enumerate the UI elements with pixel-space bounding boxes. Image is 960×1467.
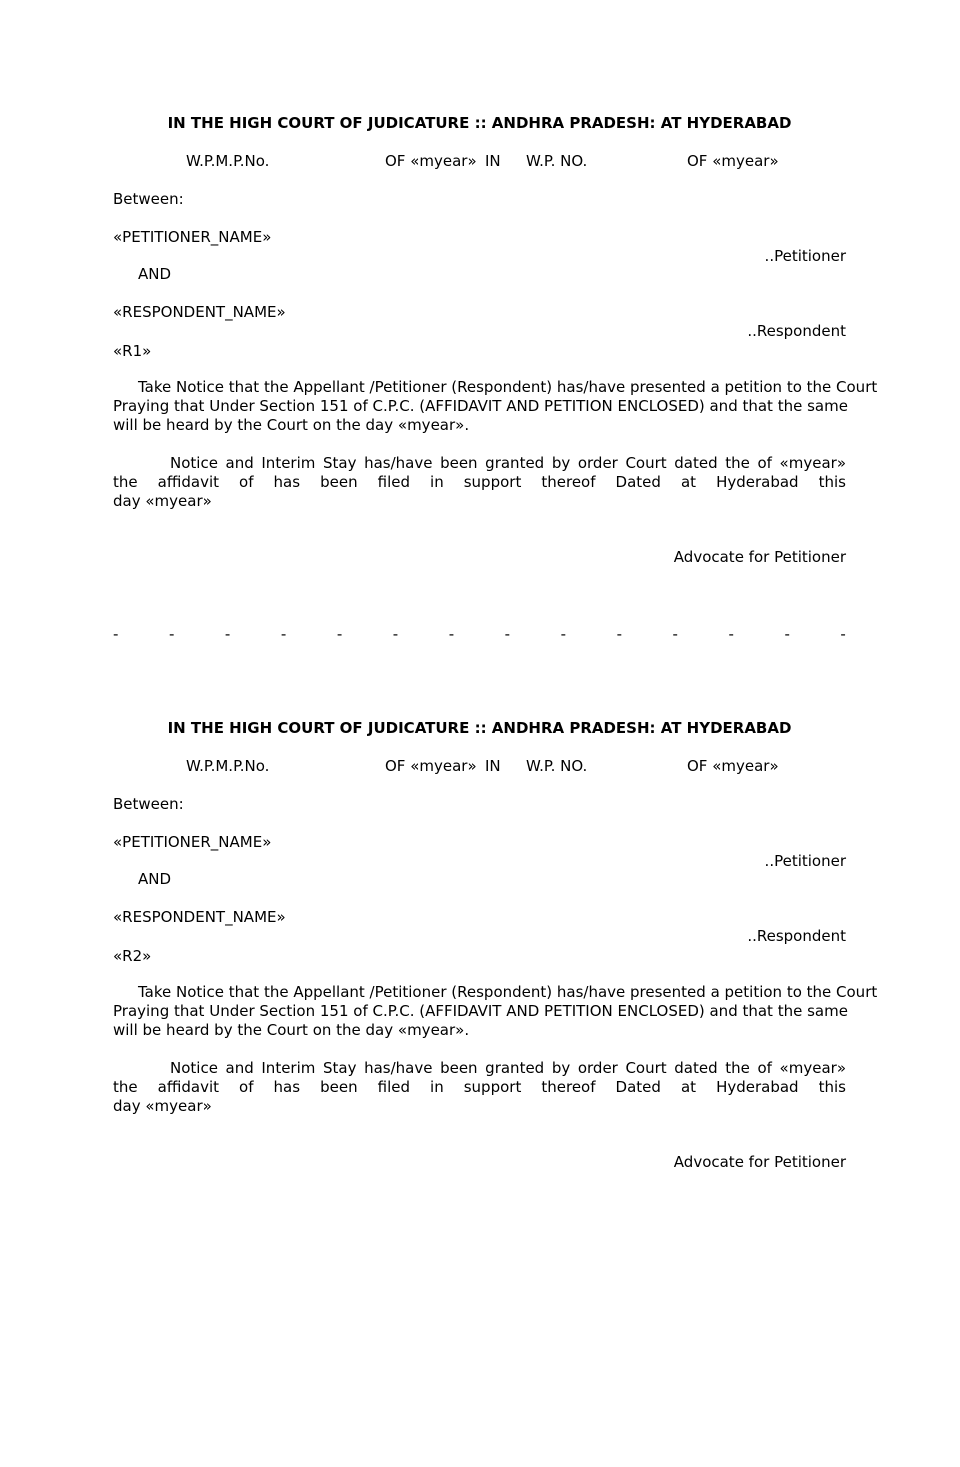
separator-dash: - xyxy=(448,625,455,643)
paragraph-line: Notice and Interim Stay has/have been granted by order Court dated the of «myear» xyxy=(170,1059,846,1077)
paragraph-line: Praying that Under Section 151 of C.P.C. (AFFIDAVIT AND PETITION ENCLOSED) and that the same xyxy=(113,397,848,415)
respondent-role-label: ..Respondent xyxy=(747,322,846,340)
notice-paragraph xyxy=(113,378,878,435)
paragraph-line: day «myear» xyxy=(113,1097,212,1115)
paragraph-line: the affidavit of has been filed in support thereof Dated at Hyderabad this xyxy=(113,1078,846,1096)
notice-block xyxy=(113,108,878,668)
respondent-tag-field: «R2» xyxy=(113,947,152,965)
separator-dash: - xyxy=(392,625,399,643)
advocate-signature-label: Advocate for Petitioner xyxy=(673,1153,846,1171)
respondent-name-field: «RESPONDENT_NAME» xyxy=(113,303,286,321)
paragraph-line: Notice and Interim Stay has/have been granted by order Court dated the of «myear» xyxy=(170,454,846,472)
paragraph-line: Praying that Under Section 151 of C.P.C. (AFFIDAVIT AND PETITION ENCLOSED) and that the same xyxy=(113,1002,848,1020)
stay-paragraph xyxy=(113,454,846,511)
in-label: IN xyxy=(485,757,501,775)
separator-dash: - xyxy=(224,625,231,643)
separator-dash: - xyxy=(728,625,734,643)
separator-dash: - xyxy=(280,625,287,643)
separator-dash: - xyxy=(616,625,622,643)
advocate-signature-label: Advocate for Petitioner xyxy=(673,548,846,566)
paragraph-line: will be heard by the Court on the day «myear». xyxy=(113,1021,470,1039)
cut-line-separator xyxy=(113,625,846,644)
court-title: IN THE HIGH COURT OF JUDICATURE :: ANDHRA PRADESH: AT HYDERABAD xyxy=(167,114,792,132)
separator-dash: - xyxy=(504,625,511,643)
petitioner-name-field: «PETITIONER_NAME» xyxy=(113,228,272,246)
separator-dash: - xyxy=(168,625,175,643)
paragraph-line: Take Notice that the Appellant /Petitioner (Respondent) has/have presented a petition to the Court xyxy=(138,378,878,396)
and-label: AND xyxy=(138,870,172,888)
separator-dash: - xyxy=(784,625,790,643)
notice-paragraph xyxy=(113,983,878,1040)
respondent-tag-field: «R1» xyxy=(113,342,152,360)
and-label: AND xyxy=(138,265,172,283)
wp-year-field: OF «myear» xyxy=(687,757,779,775)
court-title: IN THE HIGH COURT OF JUDICATURE :: ANDHRA PRADESH: AT HYDERABAD xyxy=(167,719,792,737)
wpmp-number-label: W.P.M.P.No. xyxy=(186,757,270,775)
wpmp-number-label: W.P.M.P.No. xyxy=(186,152,270,170)
petitioner-role-label: ..Petitioner xyxy=(764,247,846,265)
separator-dash: - xyxy=(672,625,678,643)
wp-number-label: W.P. NO. xyxy=(526,757,588,775)
between-label: Between: xyxy=(113,795,184,813)
between-label: Between: xyxy=(113,190,184,208)
wpmp-year-field: OF «myear» xyxy=(385,757,477,775)
wp-year-field: OF «myear» xyxy=(687,152,779,170)
separator-dash: - xyxy=(840,625,846,643)
paragraph-line: the affidavit of has been filed in support thereof Dated at Hyderabad this xyxy=(113,473,846,491)
petitioner-role-label: ..Petitioner xyxy=(764,852,846,870)
stay-paragraph xyxy=(113,1059,846,1116)
in-label: IN xyxy=(485,152,501,170)
paragraph-line: Take Notice that the Appellant /Petitioner (Respondent) has/have presented a petition to the Court xyxy=(138,983,878,1001)
paragraph-line: day «myear» xyxy=(113,492,212,510)
separator-dash: - xyxy=(560,625,567,643)
respondent-name-field: «RESPONDENT_NAME» xyxy=(113,908,286,926)
notice-block xyxy=(113,713,878,1273)
wp-number-label: W.P. NO. xyxy=(526,152,588,170)
separator-dash: - xyxy=(336,625,343,643)
petitioner-name-field: «PETITIONER_NAME» xyxy=(113,833,272,851)
wpmp-year-field: OF «myear» xyxy=(385,152,477,170)
separator-dash: - xyxy=(113,625,119,643)
paragraph-line: will be heard by the Court on the day «myear». xyxy=(113,416,470,434)
respondent-role-label: ..Respondent xyxy=(747,927,846,945)
